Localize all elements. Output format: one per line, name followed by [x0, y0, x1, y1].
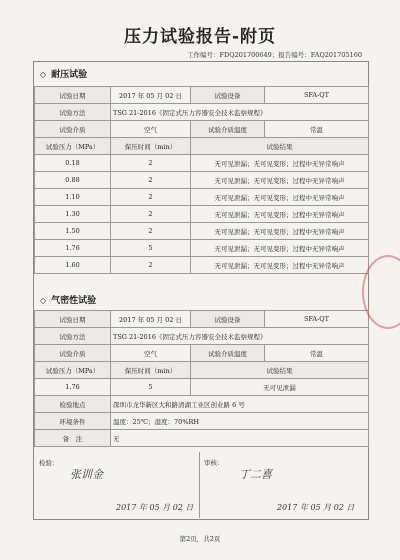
- check-label: 检验：: [39, 459, 59, 467]
- method-value: TSG 21-2016《固定式压力容器安全技术监察规程》: [111, 328, 369, 345]
- result-header: 试验结果: [191, 138, 369, 155]
- hold-cell: 5: [111, 240, 191, 257]
- env-label: 环境条件: [35, 413, 111, 430]
- section-airtight-heading: ◇ 气密性试验: [40, 296, 97, 306]
- pressure-header: 试验压力（MPa）: [35, 138, 111, 155]
- table-row: [35, 172, 369, 189]
- temp-label: 试验介质温度: [191, 345, 265, 362]
- medium-value: 空气: [111, 121, 191, 138]
- result-header: 试验结果: [191, 362, 369, 379]
- date-value: 2017 年 05 月 02 日: [111, 87, 191, 104]
- equip-value: SFA-QT: [265, 87, 369, 104]
- pressure-cell: 1.30: [35, 206, 111, 223]
- diamond-icon: ◇: [40, 296, 47, 305]
- note-label: 备 注: [35, 430, 111, 447]
- table-row: [35, 257, 369, 274]
- check-signature: 张训金: [70, 468, 103, 481]
- review-signature-cell: [199, 452, 368, 518]
- pressure-cell: 1.60: [35, 257, 111, 274]
- table-row: [35, 206, 369, 223]
- result-cell: 无可见泄漏；无可见变形；过程中无异常响声: [191, 223, 369, 240]
- hold-cell: 2: [111, 223, 191, 240]
- table-row: [35, 413, 369, 430]
- medium-label: 试验介质: [35, 121, 111, 138]
- date-value: 2017 年 05 月 02 日: [111, 311, 191, 328]
- result-cell: 无可见泄漏；无可见变形；过程中无异常响声: [191, 257, 369, 274]
- hold-cell: 2: [111, 155, 191, 172]
- page-title: 压力试验报告-附页: [123, 27, 277, 47]
- note-value: 无: [111, 430, 369, 447]
- pressure-cell: 0.18: [35, 155, 111, 172]
- pressure-cell: 1.10: [35, 189, 111, 206]
- table-row: [35, 328, 369, 345]
- hold-cell: 2: [111, 257, 191, 274]
- table-row: [35, 223, 369, 240]
- pressure-cell: 1.76: [35, 240, 111, 257]
- report-codes: 工作编号：FDQ201700649；报告编号：FAQ201705160: [187, 51, 362, 59]
- equip-value: SFA-QT: [265, 311, 369, 328]
- temp-value: 常温: [265, 345, 369, 362]
- medium-label: 试验介质: [35, 345, 111, 362]
- date-label: 试验日期: [35, 311, 111, 328]
- method-value: TSG 21-2016《固定式压力容器安全技术监察规程》: [111, 104, 369, 121]
- report-frame: [33, 61, 369, 520]
- hold-cell: 2: [111, 206, 191, 223]
- diamond-icon: ◇: [40, 70, 47, 79]
- result-cell: 无可见泄漏；无可见变形；过程中无异常响声: [191, 206, 369, 223]
- pressure-cell: 1.76: [35, 379, 111, 396]
- table-row: [35, 396, 369, 413]
- method-label: 试验方法: [35, 104, 111, 121]
- equip-label: 试验设备: [191, 311, 265, 328]
- hold-header: 保压时间（min）: [111, 362, 191, 379]
- check-date: 2017 年 05 月 02 日: [116, 503, 194, 512]
- hold-cell: 2: [111, 172, 191, 189]
- table-row: [35, 311, 369, 328]
- check-signature-cell: [34, 452, 200, 518]
- pressure-cell: 0.88: [35, 172, 111, 189]
- airtight-test-table: [34, 310, 369, 447]
- location-value: 深圳市龙华新区大和路清湖工业区创业路 6 号: [111, 396, 369, 413]
- table-header-row: [35, 138, 369, 155]
- review-signature: 丁二喜: [239, 468, 272, 481]
- review-label: 审核：: [204, 459, 224, 467]
- table-row: [35, 87, 369, 104]
- hold-header: 保压时间（min）: [111, 138, 191, 155]
- table-row: [35, 430, 369, 447]
- table-row: [35, 379, 369, 396]
- result-cell: 无可见泄漏；无可见变形；过程中无异常响声: [191, 189, 369, 206]
- method-label: 试验方法: [35, 328, 111, 345]
- date-label: 试验日期: [35, 87, 111, 104]
- page-number: 第2页，共2页: [179, 535, 221, 543]
- temp-label: 试验介质温度: [191, 121, 265, 138]
- temp-value: 常温: [265, 121, 369, 138]
- table-row: [35, 155, 369, 172]
- pressure-header: 试验压力（MPa）: [35, 362, 111, 379]
- pressure-test-table: [34, 86, 369, 274]
- hold-cell: 2: [111, 189, 191, 206]
- medium-value: 空气: [111, 345, 191, 362]
- result-cell: 无可见泄漏: [191, 379, 369, 396]
- table-row: [35, 345, 369, 362]
- result-cell: 无可见泄漏；无可见变形；过程中无异常响声: [191, 240, 369, 257]
- table-row: [35, 189, 369, 206]
- result-cell: 无可见泄漏；无可见变形；过程中无异常响声: [191, 155, 369, 172]
- table-row: [35, 104, 369, 121]
- env-value: 温度：25℃；湿度：70%RH: [111, 413, 369, 430]
- pressure-cell: 1.50: [35, 223, 111, 240]
- signature-block: [34, 452, 368, 518]
- equip-label: 试验设备: [191, 87, 265, 104]
- review-date: 2017 年 05 月 02 日: [277, 503, 355, 512]
- table-header-row: [35, 362, 369, 379]
- result-cell: 无可见泄漏；无可见变形；过程中无异常响声: [191, 172, 369, 189]
- table-row: [35, 121, 369, 138]
- table-row: [35, 240, 369, 257]
- section-pressure-heading: ◇ 耐压试验: [40, 70, 88, 80]
- hold-cell: 5: [111, 379, 191, 396]
- location-label: 检验地点: [35, 396, 111, 413]
